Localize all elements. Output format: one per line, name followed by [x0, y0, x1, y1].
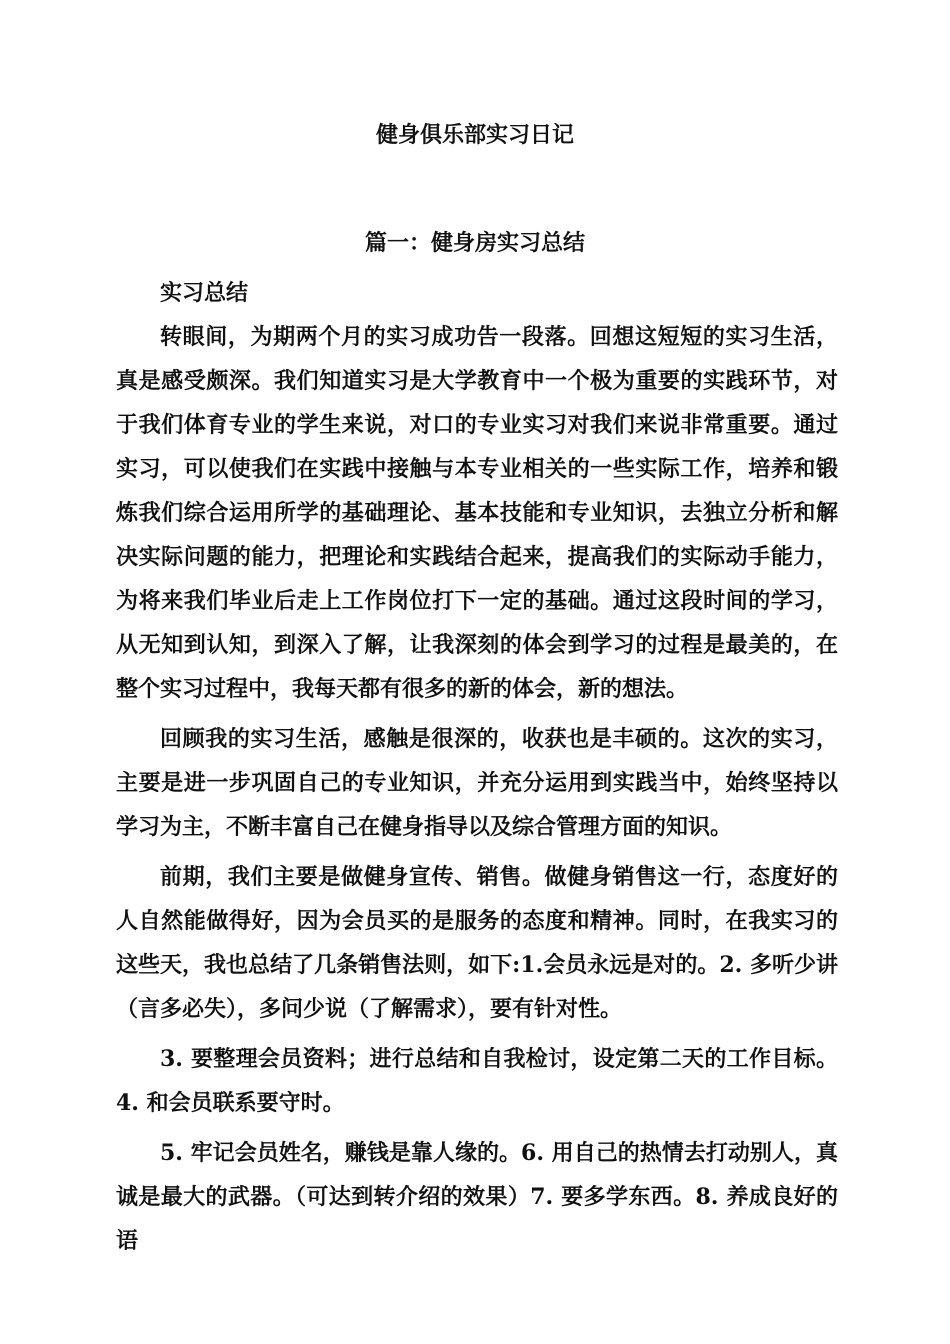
paragraph: 3. 要整理会员资料；进行总结和自我检讨，设定第二天的工作目标。4. 和会员联系要守时。 — [116, 1046, 838, 1116]
section-heading: 篇一：健身房实习总结 — [364, 230, 585, 256]
document-title: 健身俱乐部实习日记 — [375, 122, 574, 148]
paragraph: 前期，我们主要是做健身宣传、销售。做健身销售这一行，态度好的人自然能做得好，因为会员买的是服务的态度和精神。同时，在我实习的这些天，我也总结了几条销售法则，如下:1.会员永远是对的。2. 多听少讲（言多必失），多问少说（了解需求），要有针对性。 — [116, 864, 838, 1022]
paragraph-subtitle: 实习总结 — [160, 280, 249, 306]
document-body — [116, 271, 838, 1263]
paragraph: 回顾我的实习生活，感触是很深的，收获也是丰硕的。这次的实习，主要是进一步巩固自己的专业知识，并充分运用到实践当中，始终坚持以学习为主，不断丰富自己在健身指导以及综合管理方面的知识。 — [116, 726, 838, 840]
paragraph: 5. 牢记会员姓名，赚钱是靠人缘的。6. 用自己的热情去打动别人，真诚是最大的武器。（可达到转介绍的效果）7. 要多学东西。8. 养成良好的语 — [116, 1140, 838, 1254]
paragraph: 转眼间，为期两个月的实习成功告一段落。回想这短短的实习生活，真是感受颇深。我们知道实习是大学教育中一个极为重要的实践环节，对于我们体育专业的学生来说，对口的专业实习对我们来说非常重要。通过实习，可以使我们在实践中接触与本专业相关的一些实际工作，培养和锻炼我们综合运用所学的基础理论、基本技能和专业知识，去独立分析和解决实际问题的能力，把理论和实践结合起来，提高我们的实际动手能力，为将来我们毕业后走上工作岗位打下一定的基础。通过这段时间的学习，从无知到认知，到深入了解，让我深刻的体会到学习的过程是最美的，在整个实习过程中，我每天都有很多的新的体会，新的想法。 — [116, 324, 838, 702]
